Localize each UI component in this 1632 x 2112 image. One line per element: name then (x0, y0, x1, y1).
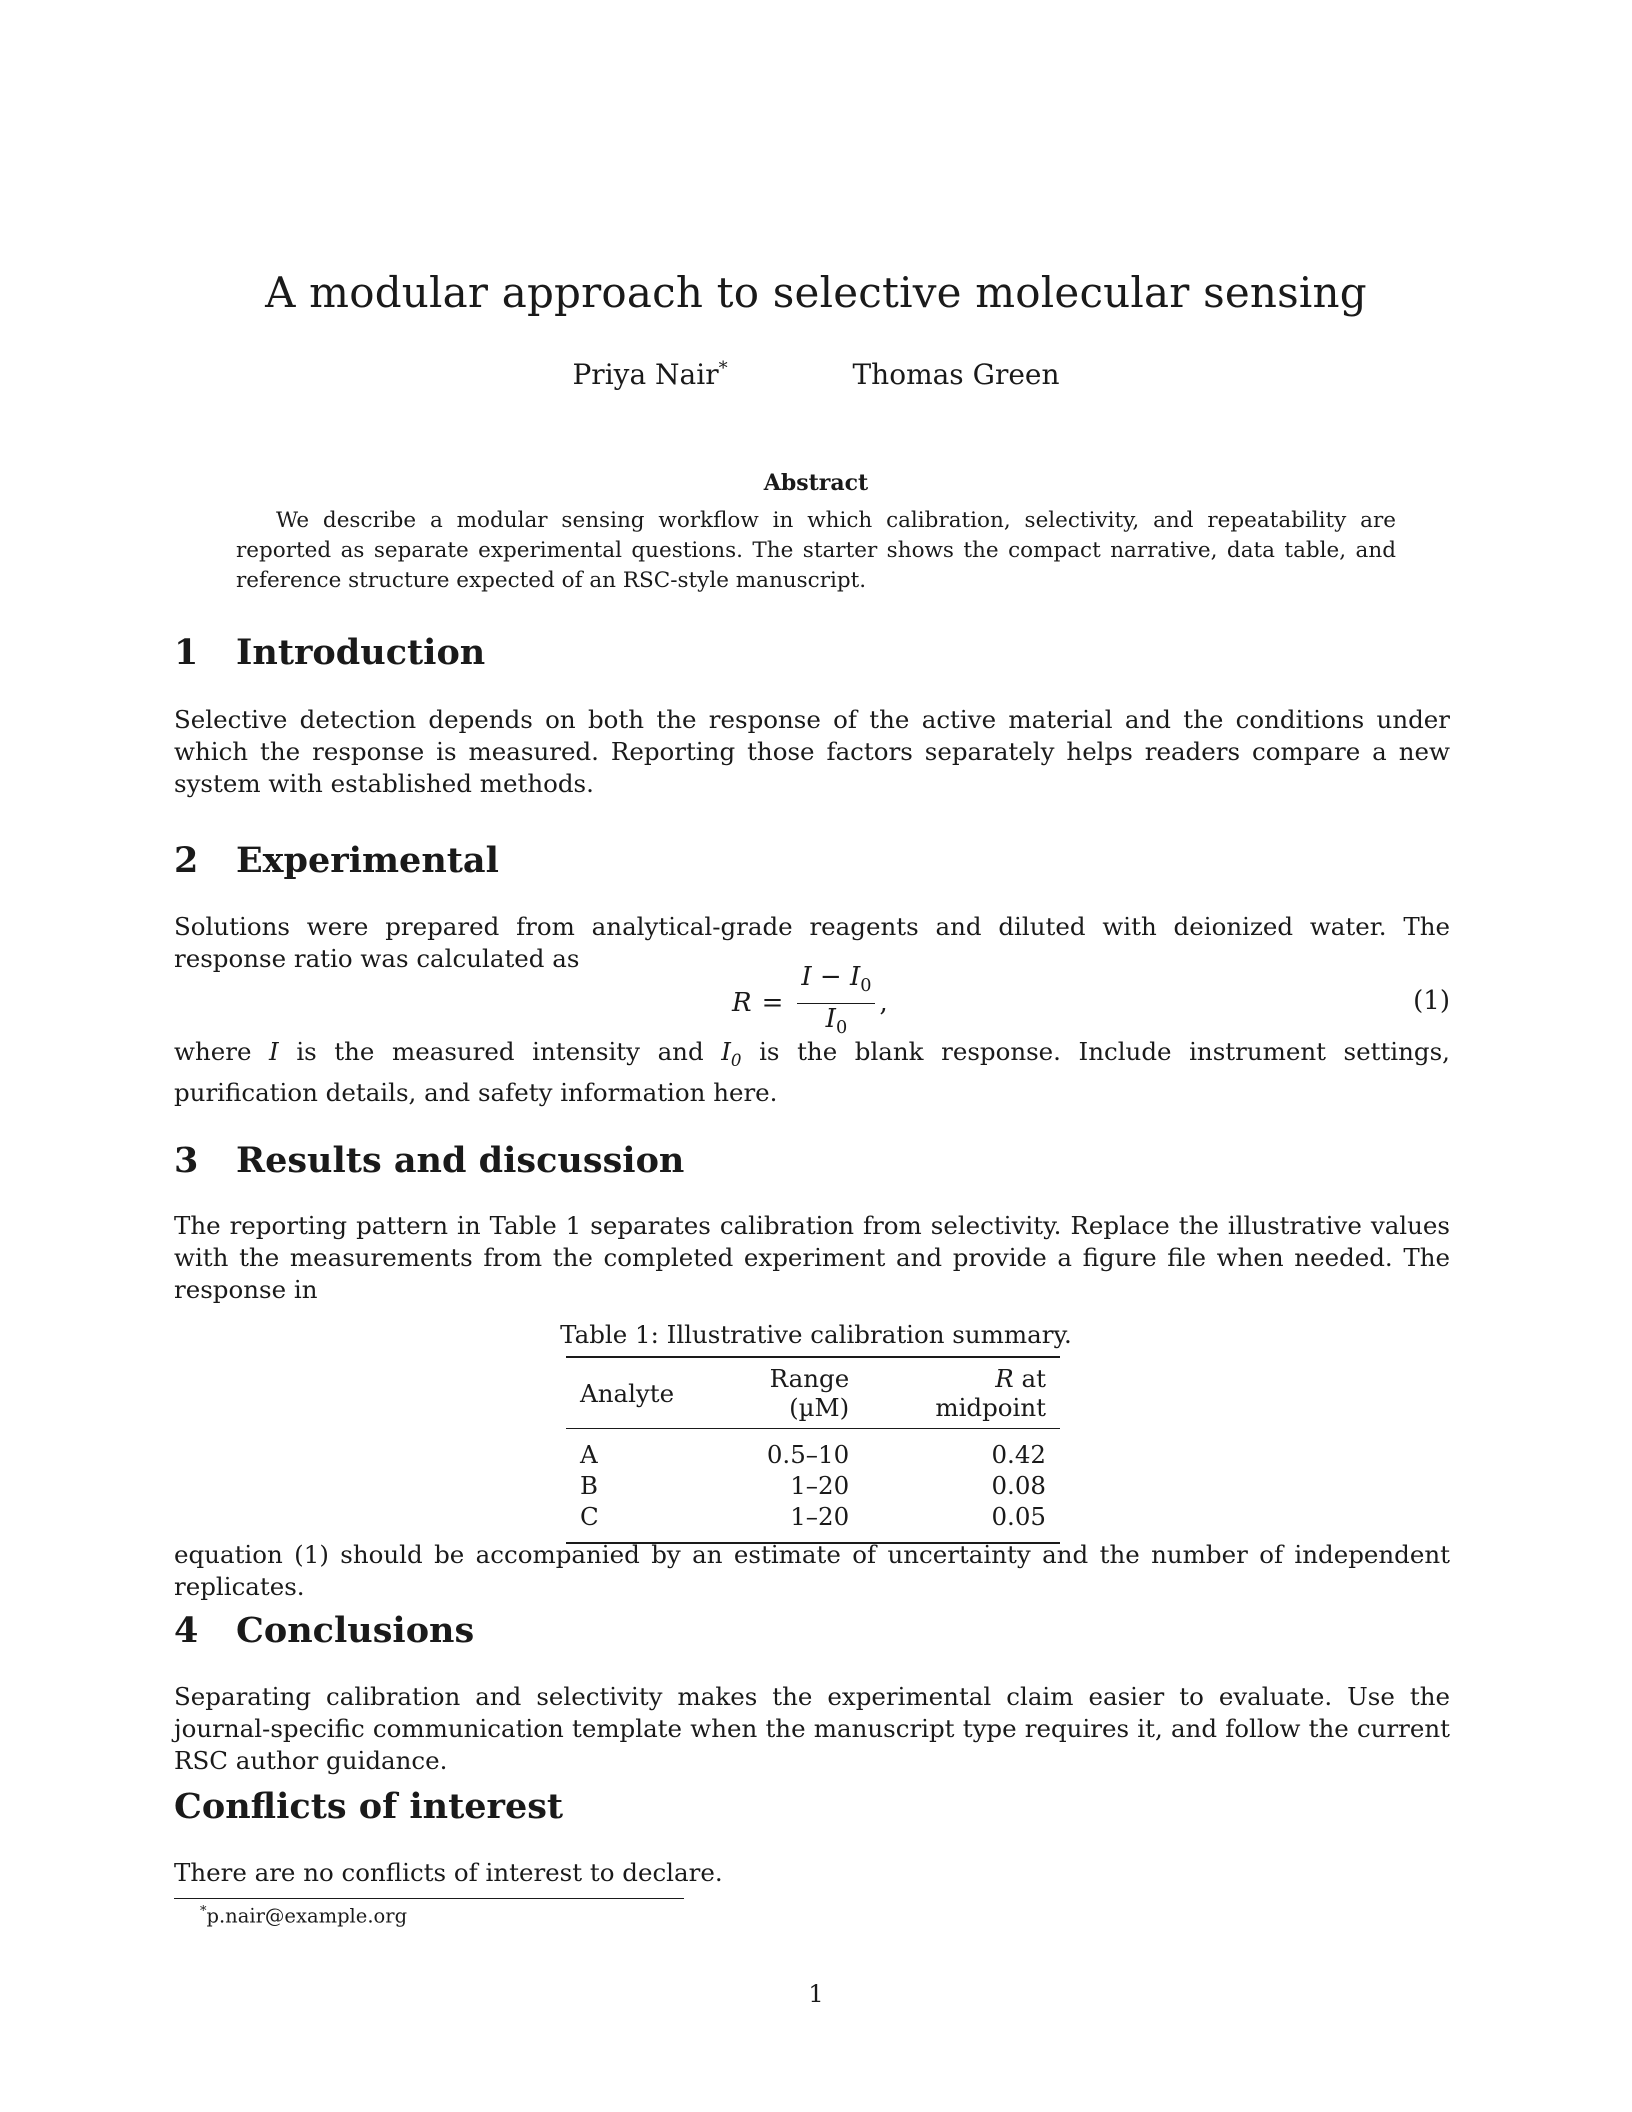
author-name: Priya Nair (572, 358, 719, 392)
denominator-subscript: 0 (835, 1017, 848, 1038)
column-header-range: Range (µM) (688, 1357, 863, 1429)
equation-comma: , (879, 988, 888, 1018)
cell-analyte: A (580, 1440, 598, 1469)
equation-lhs: R (732, 988, 752, 1018)
section-heading-results (174, 1140, 684, 1181)
section-title: Introduction (236, 632, 486, 673)
footnote-mark: * (200, 1904, 207, 1919)
table-row (566, 1470, 1060, 1501)
cell-r: 0.42 (991, 1440, 1046, 1469)
numerator-subscript: 0 (860, 976, 872, 997)
section-title: Results and discussion (236, 1140, 685, 1181)
section-title: Experimental (236, 840, 499, 881)
section-number: 1 (174, 632, 199, 673)
cell-analyte: B (580, 1471, 599, 1500)
footnote (200, 1904, 407, 1928)
abstract-text: We describe a modular sensing workflow in which calibration, selectivity, and repeatability are reported as separate experimental questions. The starter shows the compact narrative, data table, and reference structure expected of an RSC-style manuscript. (236, 508, 1396, 593)
experimental-paragraph-2 (174, 1036, 1450, 1109)
author-footnote-mark: * (718, 358, 728, 379)
page-number: 1 (808, 1980, 824, 2008)
table-row (566, 1501, 1060, 1543)
text-span: where (174, 1037, 252, 1066)
header-variable: R (995, 1364, 1014, 1393)
variable-i0 (721, 1037, 742, 1070)
section-number: 2 (174, 840, 199, 881)
cell-analyte: C (580, 1502, 599, 1531)
column-header-analyte: Analyte (566, 1357, 688, 1429)
footnote-email: p.nair@example.org (206, 1904, 408, 1928)
section-number: 4 (174, 1610, 199, 1651)
section-heading-conflicts: Conflicts of interest (174, 1786, 564, 1827)
section-heading-introduction (174, 632, 485, 673)
conflicts-paragraph: There are no conflicts of interest to declare. (174, 1858, 723, 1887)
variable-base: I (721, 1037, 731, 1066)
results-paragraph-1: The reporting pattern in Table 1 separates calibration from selectivity. Replace the illustrative values with the measurements from the completed experiment and provide a figure file when needed. The response in (174, 1211, 1450, 1304)
denominator-text: I (825, 1003, 836, 1034)
results-paragraph-2: equation (1) should be accompanied by an estimate of uncertainty and the number of independent replicates. (174, 1540, 1450, 1601)
section-heading-experimental (174, 840, 499, 881)
author-name: Thomas Green (852, 358, 1060, 392)
experimental-paragraph-1: Solutions were prepared from analytical-grade reagents and diluted with deionized water. The response ratio was calculated as (174, 912, 1450, 973)
column-header-r (863, 1357, 1060, 1429)
section-title: Conclusions (236, 1610, 475, 1651)
paper-title: A modular approach to selective molecular sensing (265, 268, 1367, 317)
equation-equals: = (761, 988, 784, 1018)
equation-body (732, 962, 888, 1038)
equation-fraction (797, 963, 875, 1042)
cell-range: 1–20 (790, 1471, 850, 1500)
numerator-text: I − I (801, 962, 861, 993)
variable-i: I (269, 1037, 279, 1066)
equation-number: (1) (1413, 986, 1450, 1016)
author-list (0, 358, 1632, 391)
introduction-paragraph: Selective detection depends on both the response of the active material and the conditions under which the response is measured. Reporting those factors separately helps readers compare a new system with established methods. (174, 705, 1450, 798)
table-caption: Table 1: Illustrative calibration summary. (560, 1320, 1072, 1349)
section-number: 3 (174, 1140, 199, 1181)
equation-1 (174, 962, 1450, 1038)
abstract-heading: Abstract (763, 470, 869, 496)
text-span: is the blank response. Include instrument settings, purification details, and safety information here. (174, 1037, 1450, 1107)
author-2 (853, 358, 1060, 391)
cell-range: 1–20 (790, 1502, 850, 1531)
section-heading-conclusions (174, 1610, 474, 1651)
cell-r: 0.08 (991, 1471, 1046, 1500)
cell-r: 0.05 (991, 1502, 1046, 1531)
table-header-row (566, 1357, 1060, 1429)
author-1 (572, 358, 727, 391)
header-text: at midpoint (935, 1364, 1046, 1422)
conclusions-paragraph: Separating calibration and selectivity makes the experimental claim easier to evaluate. Use the journal-specific communication template when the manuscript type requires it, and follow the current RSC author guidance. (174, 1682, 1450, 1775)
equation-numerator (797, 963, 875, 1003)
table-row (566, 1429, 1060, 1471)
cell-range: 0.5–10 (766, 1440, 850, 1469)
calibration-table (566, 1356, 1060, 1544)
footnote-rule (174, 1898, 684, 1899)
text-span: is the measured intensity and (296, 1037, 704, 1066)
variable-subscript: 0 (730, 1050, 742, 1070)
